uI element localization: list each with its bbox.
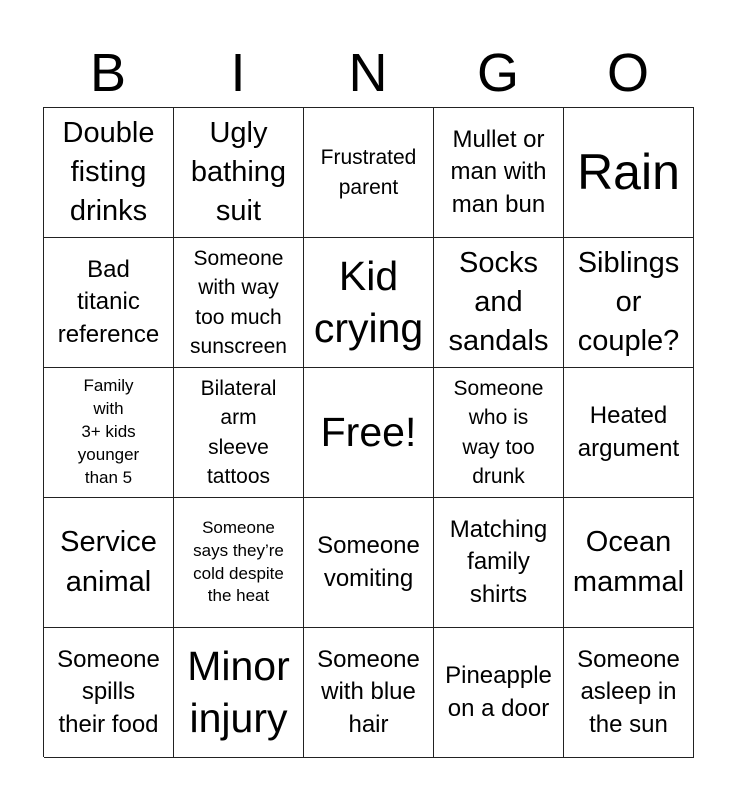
bingo-cell[interactable]: Someone spills their food	[44, 628, 174, 758]
bingo-cell[interactable]: Ocean mammal	[564, 498, 694, 628]
bingo-cell[interactable]: Heated argument	[564, 368, 694, 498]
bingo-cell[interactable]: Someone vomiting	[304, 498, 434, 628]
bingo-cell[interactable]: Siblings or couple?	[564, 238, 694, 368]
bingo-cell[interactable]: Matching family shirts	[434, 498, 564, 628]
bingo-cell[interactable]: Pineapple on a door	[434, 628, 564, 758]
bingo-cell[interactable]: Mullet or man with man bun	[434, 108, 564, 238]
header-letter-i: I	[230, 43, 246, 103]
bingo-cell[interactable]: Someone with blue hair	[304, 628, 434, 758]
bingo-cell[interactable]: Someone with way too much sunscreen	[174, 238, 304, 368]
bingo-cell[interactable]: Family with 3+ kids younger than 5	[44, 368, 174, 498]
bingo-cell[interactable]: Bilateral arm sleeve tattoos	[174, 368, 304, 498]
bingo-cell[interactable]: Rain	[564, 108, 694, 238]
bingo-header	[43, 38, 693, 108]
bingo-cell[interactable]: Service animal	[44, 498, 174, 628]
header-letter-n: N	[348, 43, 388, 103]
bingo-cell[interactable]: Someone says they’re cold despite the heat	[174, 498, 304, 628]
bingo-cell[interactable]: Someone asleep in the sun	[564, 628, 694, 758]
bingo-cell[interactable]: Double fisting drinks	[44, 108, 174, 238]
bingo-cell[interactable]: Kid crying	[304, 238, 434, 368]
header-letter-b: B	[89, 43, 127, 103]
bingo-cell[interactable]: Someone who is way too drunk	[434, 368, 564, 498]
bingo-cell[interactable]: Bad titanic reference	[44, 238, 174, 368]
free-space-cell[interactable]: Free!	[304, 368, 434, 498]
bingo-card-grid	[43, 107, 694, 757]
header-letter-o: O	[606, 43, 649, 103]
bingo-cell[interactable]: Socks and sandals	[434, 238, 564, 368]
bingo-cell[interactable]: Minor injury	[174, 628, 304, 758]
bingo-cell[interactable]: Frustrated parent	[304, 108, 434, 238]
header-letter-g: G	[476, 43, 519, 103]
bingo-cell[interactable]: Ugly bathing suit	[174, 108, 304, 238]
